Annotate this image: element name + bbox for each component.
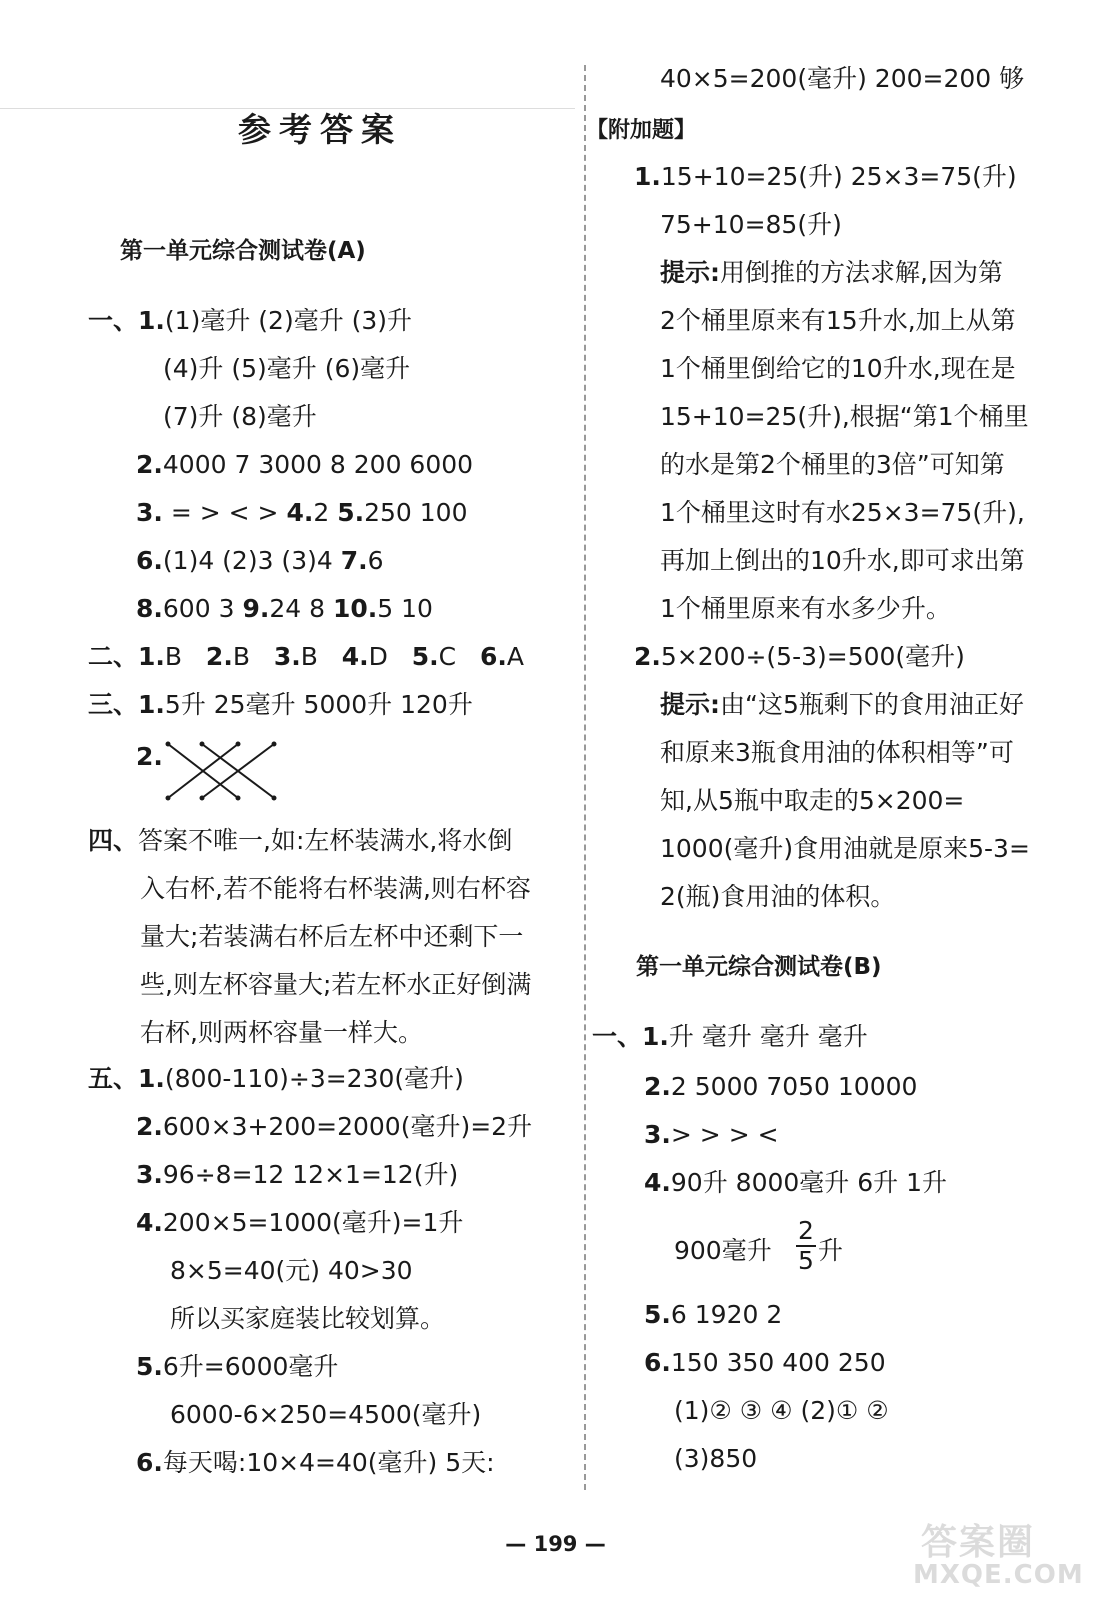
- choice-answer: C: [438, 642, 457, 671]
- question-number: 2.: [136, 450, 163, 479]
- match-dot: [200, 742, 205, 747]
- choice-answer: B: [232, 642, 250, 671]
- answer-text: 600 3: [162, 594, 243, 623]
- question-number: 3.: [644, 1120, 671, 1149]
- match-dot: [236, 742, 241, 747]
- question-number: 1.: [634, 162, 661, 191]
- question-number: 1.: [138, 690, 165, 719]
- answer-text: 5 10: [377, 594, 433, 623]
- section-prefix: 一、: [592, 1022, 643, 1051]
- watermark-url: MXQE.COM: [913, 1560, 1084, 1590]
- question-number: 2.: [634, 642, 661, 671]
- question-number: 6.: [479, 642, 507, 671]
- hint-1-line-6: 1个桶里这时有水25×3=75(升),: [660, 498, 1025, 527]
- section-1-line-3: (7)升 (8)毫升: [163, 402, 317, 431]
- answer-text: 6 1920 2: [670, 1300, 783, 1329]
- question-number: 8.: [136, 594, 163, 623]
- question-number: 3.: [273, 642, 301, 671]
- hint-text: 用倒推的方法求解,因为第: [720, 258, 1003, 287]
- section-5-line-2: [136, 1112, 532, 1142]
- answer-text: 600×3+200=2000(毫升)=2升: [162, 1112, 533, 1141]
- section-4-line-1: [88, 826, 512, 856]
- answer-text: 90升 8000毫升 6升 1升: [670, 1168, 947, 1197]
- question-number: 4.: [136, 1208, 163, 1237]
- section-3-line-1: [88, 690, 473, 720]
- continued-answer-line: 40×5=200(毫升) 200=200 够: [660, 64, 1025, 93]
- answer-text: 2 5000 7050 10000: [670, 1072, 918, 1101]
- unit-b-line-8: (3)850: [674, 1444, 758, 1473]
- hint-text: 由“这5瓶剩下的食用油正好: [720, 690, 1024, 719]
- section-4-line-3: 量大;若装满右杯后左杯中还剩下一: [140, 922, 524, 951]
- question-number: 4.: [644, 1168, 671, 1197]
- page-title: 参考答案: [238, 110, 402, 149]
- column-divider: [584, 65, 586, 1490]
- question-number: 4.: [341, 642, 369, 671]
- answer-text: (1)毫升 (2)毫升 (3)升: [164, 306, 413, 335]
- section-5-line-4: [136, 1208, 463, 1238]
- match-dot: [166, 796, 171, 801]
- section-3-prefix: 三、: [88, 690, 139, 719]
- answer-text: 答案不唯一,如:左杯装满水,将水倒: [138, 826, 513, 855]
- fraction-numerator: 2: [798, 1216, 814, 1245]
- match-dot: [166, 742, 171, 747]
- match-dot: [272, 796, 277, 801]
- bonus-1-line-2: 75+10=85(升): [660, 210, 842, 239]
- answer-text: 5×200÷(5-3)=500(毫升): [660, 642, 965, 671]
- question-number: 6.: [136, 1448, 163, 1477]
- section-1-line-7: [136, 594, 433, 624]
- hint-1-line-5: 的水是第2个桶里的3倍”可知第: [660, 450, 1005, 479]
- hint-1-line-3: 1个桶里倒给它的10升水,现在是: [660, 354, 1016, 383]
- question-number: 6.: [644, 1348, 671, 1377]
- hint-2-line-1: [660, 690, 1024, 720]
- question-number: 5.: [644, 1300, 671, 1329]
- answer-text: 6升=6000毫升: [162, 1352, 339, 1381]
- choice-answer: D: [368, 642, 388, 671]
- answer-text: 升 毫升 毫升 毫升: [668, 1022, 868, 1051]
- fraction-unit: 升: [818, 1236, 844, 1265]
- hint-label: 提示:: [660, 690, 720, 719]
- hint-2-line-2: 和原来3瓶食用油的体积相等”可: [660, 738, 1014, 767]
- hint-2-line-3: 知,从5瓶中取走的5×200=: [660, 786, 965, 815]
- section-4-line-4: 些,则左杯容量大;若左杯水正好倒满: [140, 970, 532, 999]
- matching-lines-diagram: [162, 738, 280, 804]
- match-dot: [236, 796, 241, 801]
- question-number: 1.: [138, 1064, 165, 1093]
- hint-2-line-5: 2(瓶)食用油的体积。: [660, 882, 896, 911]
- unit-b-line-4: [644, 1168, 947, 1198]
- question-number: 2.: [644, 1072, 671, 1101]
- unit-b-line-7: (1)② ③ ④ (2)① ②: [674, 1396, 889, 1425]
- question-number: 2.: [136, 1112, 163, 1141]
- answer-text: 6: [367, 546, 384, 575]
- question-number: 4.: [286, 498, 314, 527]
- section-1-line-6: [136, 546, 384, 576]
- fraction: [796, 1218, 816, 1274]
- watermark-text: 答案圈: [921, 1522, 1036, 1563]
- question-number: 10.: [332, 594, 378, 623]
- question-number: 3.: [136, 498, 163, 527]
- unit-b-line-2: [644, 1072, 917, 1102]
- section-4-line-2: 入右杯,若不能将右杯装满,则右杯容: [140, 874, 531, 903]
- answer-text: > > > <: [670, 1120, 779, 1149]
- question-number: 2.: [205, 642, 233, 671]
- section-4-prefix: 四、: [88, 826, 139, 855]
- choice-answer: B: [164, 642, 183, 671]
- section-5-line-8: 6000-6×250=4500(毫升): [170, 1400, 482, 1429]
- answer-text: 250 100: [364, 498, 468, 527]
- section-1-line-1: [88, 306, 412, 336]
- question-number: 2.: [136, 742, 163, 771]
- answer-text: 5升 25毫升 5000升 120升: [164, 690, 473, 719]
- section-5-line-9: [136, 1448, 495, 1478]
- unit-b-title: 第一单元综合测试卷(B): [636, 954, 882, 980]
- bonus-section-title: 【附加题】: [586, 118, 697, 143]
- answer-text: 2: [313, 498, 338, 527]
- hint-1-line-7: 再加上倒出的10升水,即可求出第: [660, 546, 1025, 575]
- question-number: 7.: [340, 546, 368, 575]
- answer-text: 24 8: [269, 594, 333, 623]
- section-5-line-3: [136, 1160, 458, 1190]
- answer-text: (800-110)÷3=230(毫升): [164, 1064, 464, 1093]
- question-number: 9.: [242, 594, 270, 623]
- answer-text: 200×5=1000(毫升)=1升: [162, 1208, 464, 1237]
- match-dot: [272, 742, 277, 747]
- section-5-line-1: [88, 1064, 464, 1094]
- hint-1-line-8: 1个桶里原来有水多少升。: [660, 594, 951, 623]
- hint-1-line-4: 15+10=25(升),根据“第1个桶里: [660, 402, 1029, 431]
- section-1-prefix: 一、: [88, 306, 139, 335]
- bonus-2-line-1: [634, 642, 965, 672]
- unit-b-line-5: [644, 1300, 782, 1330]
- bonus-1-line-1: [634, 162, 1017, 192]
- choice-answer: A: [506, 642, 524, 671]
- answer-text: 96÷8=12 12×1=12(升): [162, 1160, 459, 1189]
- hint-label: 提示:: [660, 258, 720, 287]
- question-number: 1.: [138, 306, 165, 335]
- section-5-line-6: 所以买家庭装比较划算。: [170, 1304, 446, 1333]
- section-2-line: [88, 642, 524, 672]
- choice-answer: B: [300, 642, 318, 671]
- section-1-line-2: (4)升 (5)毫升 (6)毫升: [163, 354, 411, 383]
- answer-text: 4000 7 3000 8 200 6000: [162, 450, 474, 479]
- question-number: 5.: [337, 498, 365, 527]
- section-4-line-5: 右杯,则两杯容量一样大。: [140, 1018, 423, 1047]
- answer-text: 150 350 400 250: [670, 1348, 886, 1377]
- page-number: — 199 —: [505, 1532, 606, 1556]
- section-5-line-5: 8×5=40(元) 40>30: [170, 1256, 413, 1285]
- unit-b-line-6: [644, 1348, 886, 1378]
- question-number: 5.: [411, 642, 439, 671]
- unit-b-line-4b: 900毫升: [674, 1236, 772, 1265]
- unit-a-title: 第一单元综合测试卷(A): [120, 238, 366, 264]
- section-5-line-7: [136, 1352, 338, 1382]
- watermark-logo: [903, 1514, 1103, 1594]
- header-rule: [0, 108, 575, 109]
- section-5-prefix: 五、: [88, 1064, 139, 1093]
- match-dot: [200, 796, 205, 801]
- fraction-denominator: 5: [798, 1246, 814, 1275]
- section-1-line-4: [136, 450, 473, 480]
- section-2-prefix: 二、: [88, 642, 139, 671]
- hint-1-line-1: [660, 258, 1003, 288]
- answer-text: 15+10=25(升) 25×3=75(升): [660, 162, 1017, 191]
- answer-text: 每天喝:10×4=40(毫升) 5天:: [162, 1448, 495, 1477]
- hint-1-line-2: 2个桶里原来有15升水,加上从第: [660, 306, 1016, 335]
- answer-text: (1)4 (2)3 (3)4: [162, 546, 341, 575]
- unit-b-line-3: [644, 1120, 779, 1150]
- question-number: 3.: [136, 1160, 163, 1189]
- section-1-line-5: [136, 498, 468, 528]
- hint-2-line-4: 1000(毫升)食用油就是原来5-3=: [660, 834, 1030, 863]
- question-number: 1.: [642, 1022, 669, 1051]
- unit-b-line-1: [592, 1022, 868, 1052]
- question-number: 6.: [136, 546, 163, 575]
- question-number: 5.: [136, 1352, 163, 1381]
- question-number: 1.: [138, 642, 165, 671]
- answer-text: = > < >: [162, 498, 287, 527]
